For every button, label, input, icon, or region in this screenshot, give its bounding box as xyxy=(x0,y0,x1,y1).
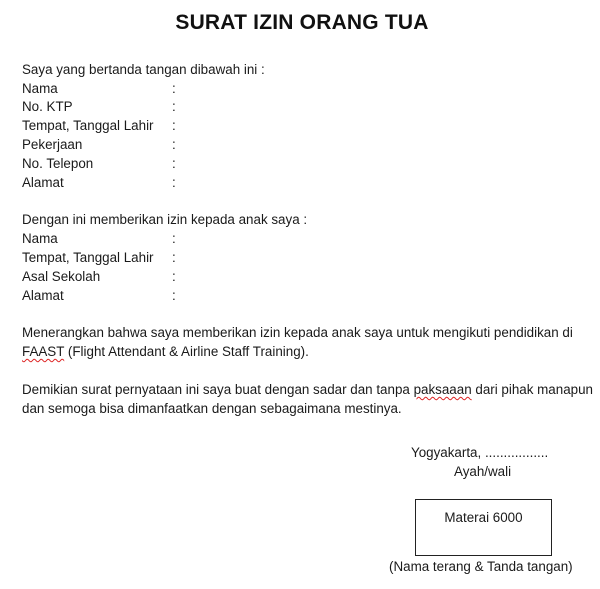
document-title: SURAT IZIN ORANG TUA xyxy=(175,11,429,34)
place-date: Yogyakarta, ................. xyxy=(411,445,549,460)
closing-text-start: Demikian surat pernyataan ini saya buat dengan sadar dan tanpa xyxy=(22,382,414,397)
parent-field-label: Pekerjaan xyxy=(22,137,83,152)
parent-field-colon: : xyxy=(172,156,176,171)
child-field-colon: : xyxy=(172,250,176,265)
parent-field-label: Nama xyxy=(22,81,58,96)
signer-role: Ayah/wali xyxy=(454,464,512,479)
child-field-label: Tempat, Tanggal Lahir xyxy=(22,250,154,265)
child-field-label: Nama xyxy=(22,231,58,246)
parent-field-colon: : xyxy=(172,81,176,96)
materai-label: Materai 6000 xyxy=(444,510,523,525)
child-field-colon: : xyxy=(172,231,176,246)
child-field-colon: : xyxy=(172,269,176,284)
signature-caption: (Nama terang & Tanda tangan) xyxy=(389,559,573,574)
parent-field-label: No. KTP xyxy=(22,99,73,114)
child-field-label: Asal Sekolah xyxy=(22,269,101,284)
parent-field-colon: : xyxy=(172,118,176,133)
statement-text-start: Menerangkan bahwa saya memberikan izin kepada anak saya untuk mengikuti pendidikan di xyxy=(22,325,573,340)
materai-stamp-box xyxy=(415,499,552,556)
parent-field-colon: : xyxy=(172,175,176,190)
parent-field-colon: : xyxy=(172,137,176,152)
child-intro: Dengan ini memberikan izin kepada anak saya : xyxy=(22,212,308,227)
parent-intro: Saya yang bertanda tangan dibawah ini : xyxy=(22,62,265,77)
faast-word: FAAST xyxy=(22,344,65,359)
closing-paragraph xyxy=(22,380,597,418)
child-field-label: Alamat xyxy=(22,288,64,303)
closing-text-end: dari pihak manapun dan semoga bisa dimanfaatkan dengan sebagaimana mestinya. xyxy=(22,382,593,416)
child-field-colon: : xyxy=(172,288,176,303)
parent-field-label: No. Telepon xyxy=(22,156,94,171)
parent-field-label: Alamat xyxy=(22,175,64,190)
statement-paragraph xyxy=(22,323,597,361)
parent-field-label: Tempat, Tanggal Lahir xyxy=(22,118,154,133)
paksaaan-word: paksaaan xyxy=(413,382,472,397)
statement-text-end: (Flight Attendant & Airline Staff Training). xyxy=(64,344,309,359)
parent-field-colon: : xyxy=(172,99,176,114)
